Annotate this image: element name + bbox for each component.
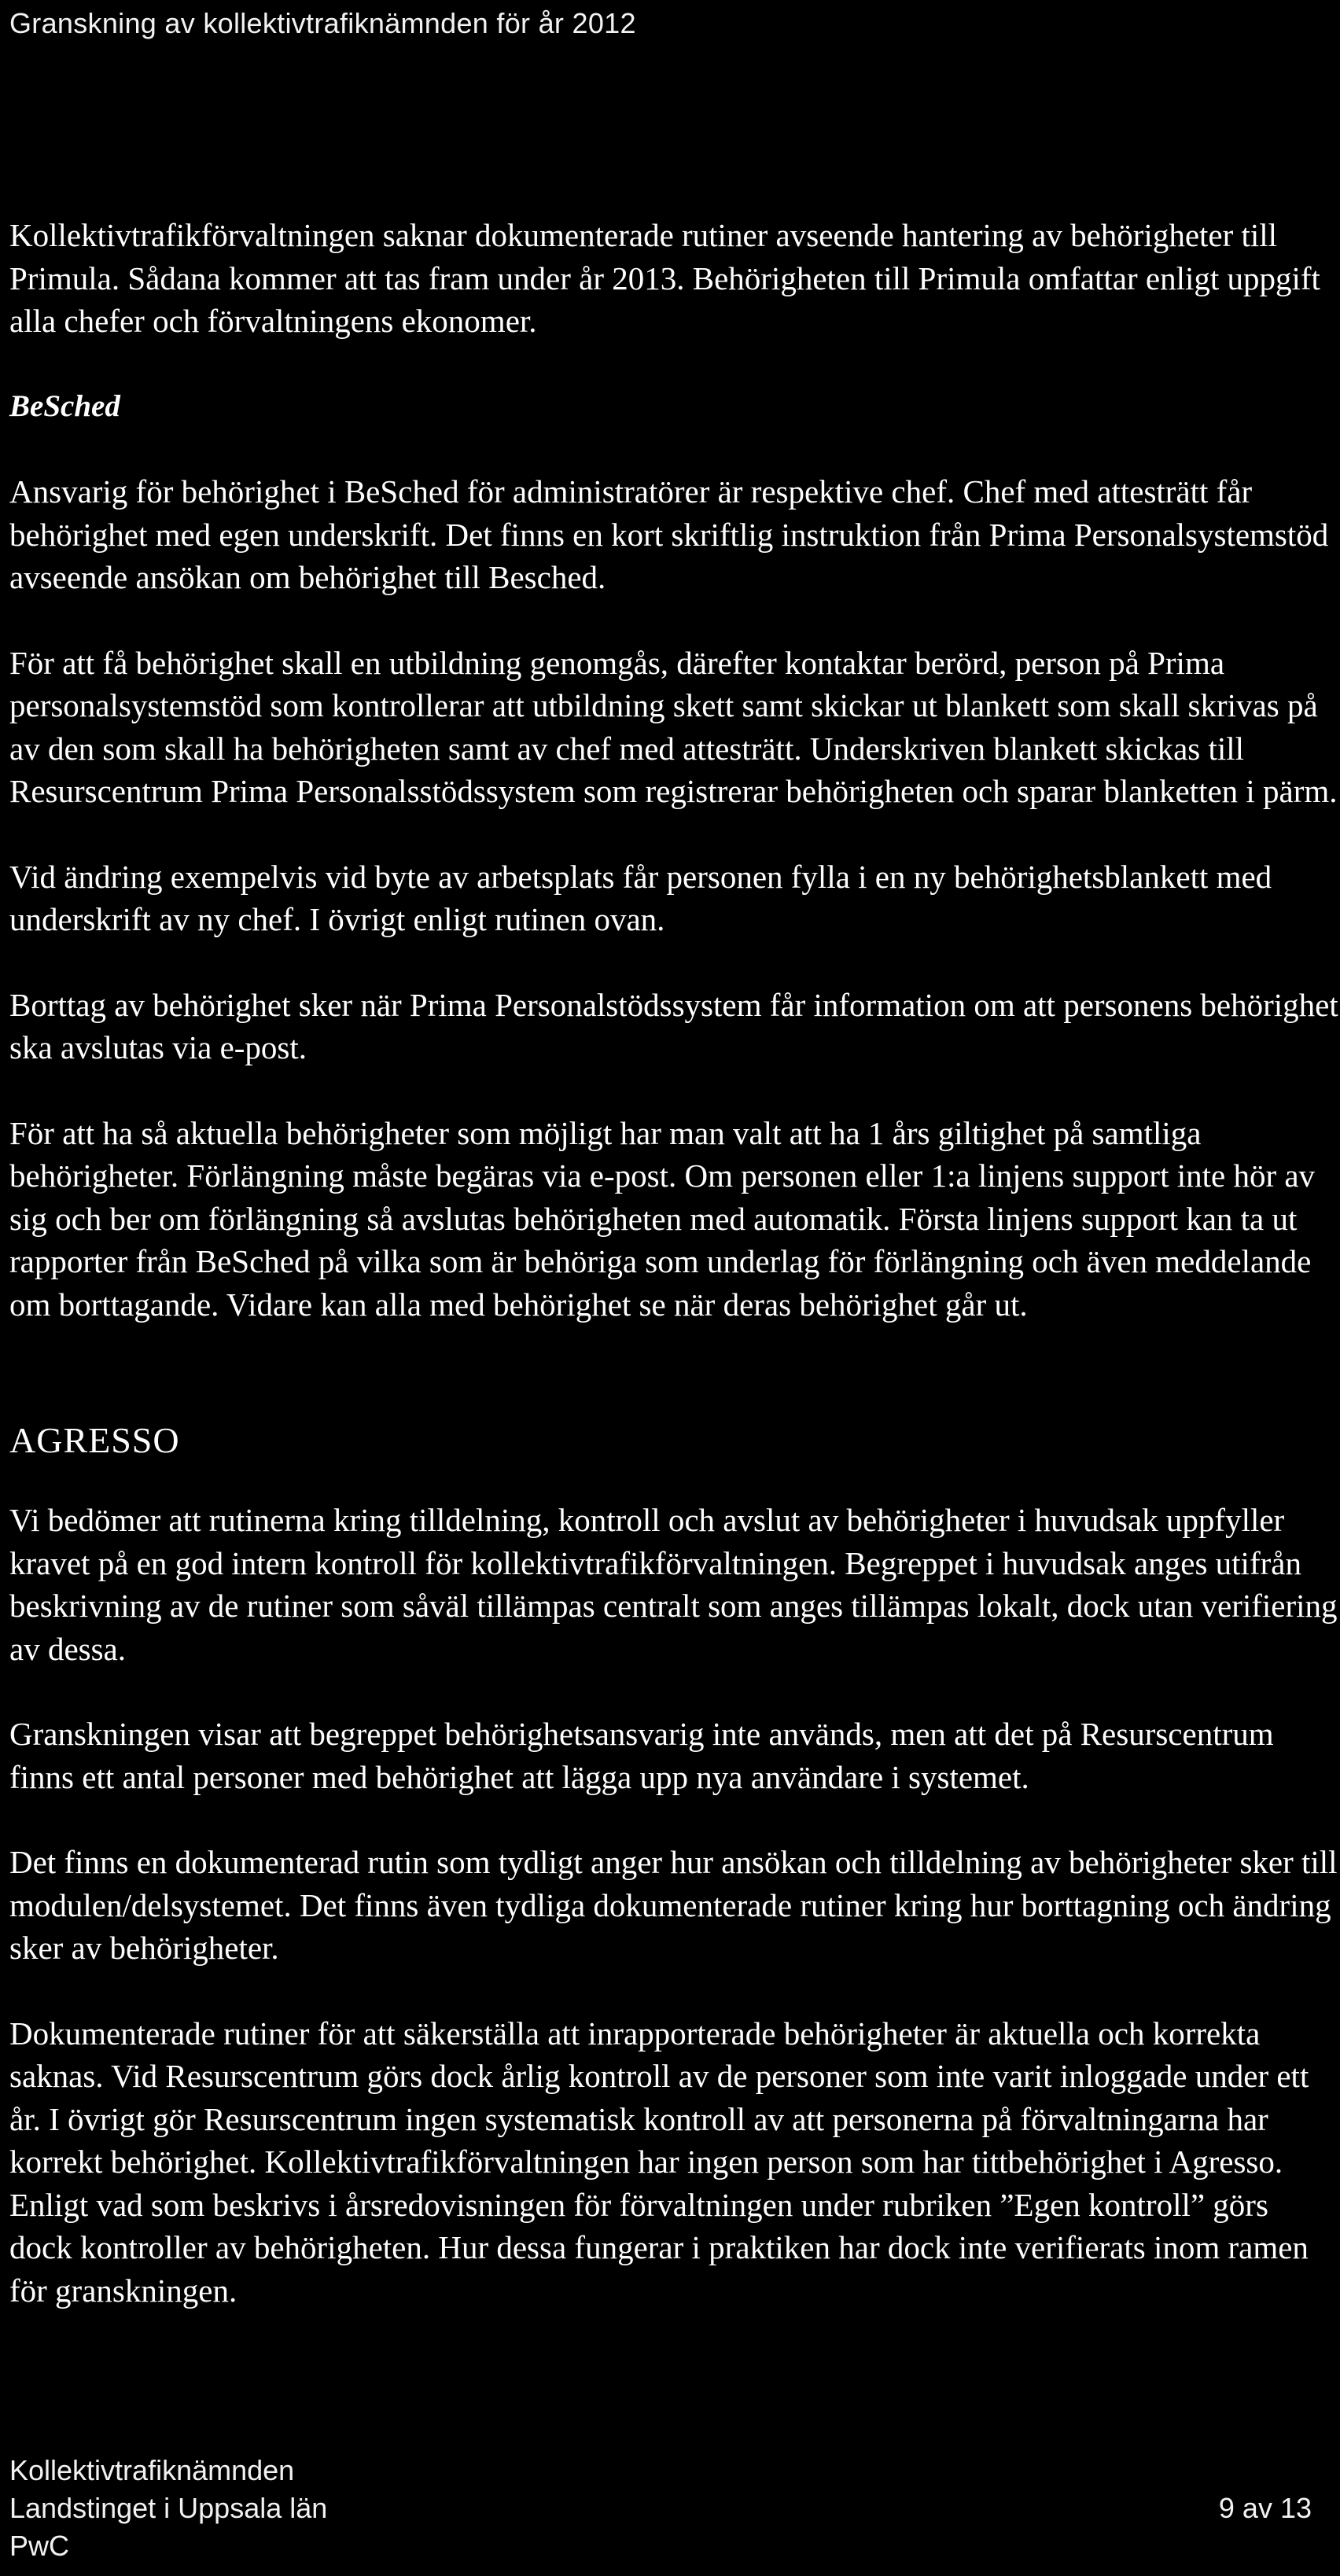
paragraph-besched-removal: Borttag av behörighet sker när Prima Personalstödssystem får information om att personens behörighet ska avslutas via e-post. bbox=[9, 986, 1338, 1065]
paragraph-agresso-routine: Det finns en dokumenterad rutin som tydligt anger hur ansökan och tilldelning av behörigheter sker till modulen/delsystemet. Det finns även tydliga dokumenterade rutiner kring hur borttagning och ändring sker av behörigheter. bbox=[9, 1844, 1338, 1966]
paragraph-besched-validity: För att ha så aktuella behörigheter som möjligt har man valt att ha 1 års giltighet på samtliga behörigheter. Förlängning måste begäras via e-post. Om personen eller 1:a linjens support inte hör av sig och ber om förlängning så avslutas behörigheten med automatik. Första linjens support kan ta ut rapporter från BeSched på vilka som är behöriga som underlag för förlängning och även meddelande om borttagande. Vidare kan alla med behörighet se när deras behörighet går ut. bbox=[9, 1114, 1316, 1323]
besched-heading: BeSched bbox=[9, 388, 120, 423]
paragraph-besched-training: För att få behörighet skall en utbildning genomgås, därefter kontaktar berörd, person på Prima personalsystemstöd som kontrollerar att utbildning skett samt skickar ut blankett som skall skrivas på av den som skall ha behörigheten samt av chef med attesträtt. Underskriven blankett skickas till Resurscentrum Prima Personalsstödssystem som registrerar behörigheten och sparar blanketten i pärm. bbox=[9, 644, 1338, 809]
paragraph-besched-change: Vid ändring exempelvis vid byte av arbetsplats får personen fylla i en ny behörighetsblankett med underskrift av ny chef. I övrigt enligt rutinen ovan. bbox=[9, 858, 1272, 937]
agresso-heading: AGRESSO bbox=[9, 1420, 180, 1460]
paragraph-agresso-assessment: Vi bedömer att rutinerna kring tilldelning, kontroll och avslut av behörigheter i huvudsak uppfyller kravet på en god intern kontroll för kollektivtrafikförvaltningen. Begreppet i huvudsak anges utifrån beskrivning av de rutiner som såväl tillämpas centralt som anges tillämpas lokalt, dock utan verifiering av dessa. bbox=[9, 1502, 1338, 1667]
paragraph-agresso-responsible: Granskningen visar att begreppet behörighetsansvarig inte används, men att det på Resurscentrum finns ett antal personer med behörighet att lägga upp nya användare i systemet. bbox=[9, 1716, 1274, 1795]
page-header: Granskning av kollektivtrafiknämnden för år 2012 bbox=[9, 7, 636, 39]
page-number: 9 av 13 bbox=[1218, 2492, 1312, 2524]
paragraph-primula: Kollektivtrafikförvaltningen saknar dokumenterade rutiner avseende hantering av behörigheter till Primula. Sådana kommer att tas fram under år 2013. Behörigheten till Primula omfattar enligt uppgift alla chefer och förvaltningens ekonomer. bbox=[9, 217, 1320, 339]
paragraph-agresso-control: Dokumenterade rutiner för att säkerställa att inrapporterade behörigheter är aktuella och korrekta saknas. Vid Resurscentrum görs dock årlig kontroll av de personer som inte varit inloggade under ett år. I övrigt gör Resurscentrum ingen systematisk kontroll av att personerna på förvaltningarna har korrekt behörighet. Kollektivtrafikförvaltningen har ingen person som har tittbehörighet i Agresso. Enligt vad som beskrivs i årsredovisningen för förvaltningen under rubriken ”Egen kontroll” görs dock kontroller av behörigheten. Hur dessa fungerar i praktiken har dock inte verifierats inom ramen för granskningen. bbox=[9, 2015, 1309, 2309]
paragraph-besched-responsibility: Ansvarig för behörighet i BeSched för administratörer är respektive chef. Chef med attesträtt får behörighet med egen underskrift. Det finns en kort skriftlig instruktion från Prima Personalsystemstöd avseende ansökan om behörighet till Besched. bbox=[9, 473, 1329, 595]
footer-county: Landstinget i Uppsala län bbox=[9, 2492, 328, 2524]
page-footer bbox=[9, 2452, 1331, 2565]
footer-company: PwC bbox=[9, 2530, 70, 2562]
document-body bbox=[9, 214, 1338, 2354]
footer-committee: Kollektivtrafiknämnden bbox=[9, 2454, 295, 2486]
